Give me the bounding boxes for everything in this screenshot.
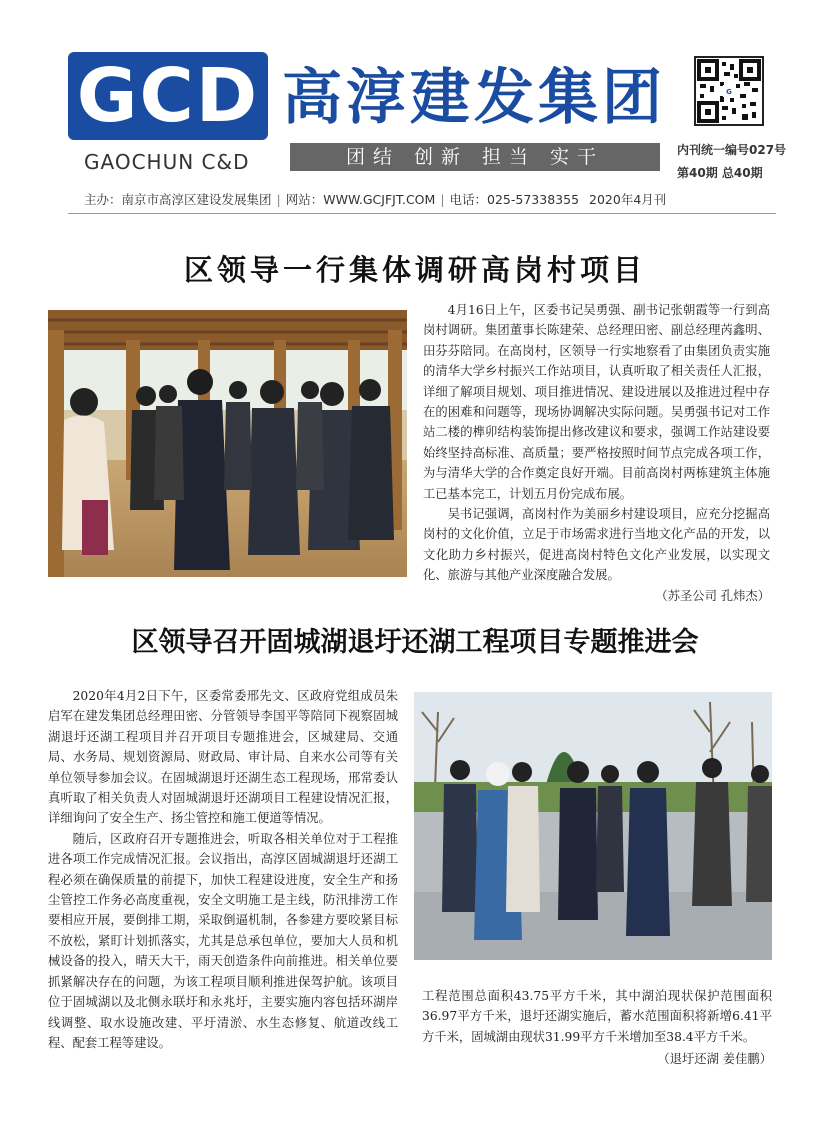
article1-paragraph: 4月16日上午，区委书记吴勇强、副书记张朝霞等一行到高岗村调研。集团董事长陈建荣、总经理田密、副总经理芮鑫明、田芬芬陪同。在高岗村，区领导一行实地察看了由集团负责实施的清华大学乡村振兴工作站项目，认真听取了相关责任人汇报，详细了解项目规划、项目推进情况、建设进展以及推进过程中存在的困难和问题等，现场协调解决实际问题。吴勇强书记对工作站二楼的榫卯结构装饰提出修改建议和要求，强调工作站建设要始终坚持高标准、高质量；要严格按照时间节点完成各项工作，为与清华大学的合作奠定良好开端。目前高岗村两栋建筑主体施工已基本完工，计划五月份完成布展。 [423, 303, 770, 501]
article1-body [423, 300, 770, 606]
website[interactable]: 网站：WWW.GCJFJT.COM [285, 192, 436, 207]
article2-paragraph: 随后，区政府召开专题推进会，听取各相关单位对于工程推进各项工作完成情况汇报。会议指出，高淳区固城湖退圩还湖工程必须在确保质量的前提下，加快工程建设进度，安全生产和扬尘管控工作务必高度重视，安全文明施工是主线，防汛排涝工作要相应开展，要倒排工期，采取倒逼机制，各参建方要咬紧目标不放松，紧盯计划抓落实，尤其是总承包单位，要加大人员和机械设备的投入，晴天大干，雨天创造条件向前推进。相关单位要抓紧解决存在的问题，为该工程项目顺利推进保驾护航。该项目位于固城湖以及北侧永联圩和永兆圩，主要实施内容包括环湖岸线调整、取水设施改建、平圩清淤、水生态修复、航道改线工程、配套工程等建设。 [48, 831, 398, 1050]
article1-credit: （苏圣公司 孔炜杰） [655, 588, 770, 603]
article2-title: 区领导召开固城湖退圩还湖工程项目专题推进会 [131, 627, 699, 658]
sponsor-line: 主办：南京市高淳区建设发展集团 | 网站：WWW.GCJFJT.COM | 电话：025-57338355 2020年4月刊 [84, 192, 667, 207]
svg-text:G: G [726, 88, 732, 96]
issue-date: 2020年4月刊 [589, 192, 667, 207]
article1-paragraph: 吴书记强调，高岗村作为美丽乡村建设项目，应充分挖掘高岗村的文化价值，立足于市场需求进行当地文化产品的开发，以文化助力乡村振兴，促进高岗村特色文化产业发展，以实现文化、旅游与其他产业深度融合发展。 [423, 507, 770, 583]
qr-code-icon [694, 56, 764, 126]
article2-photo [414, 692, 772, 960]
article2-credit: （退圩还湖 姜佳鹏） [657, 1052, 772, 1067]
article2-paragraph: 2020年4月2日下午，区委常委邢先文、区政府党组成员朱启军在建发集团总经理田密、分管领导李国平等陪同下视察固城湖退圩还湖工程项目并召开项目专题推进会，区城建局、交通局、水务局、规划资源局、财政局、审计局、自来水公司等有关单位领导参加会议。在固城湖退圩还湖生态工程现场，邢常委认真听取了相关负责人对固城湖退圩还湖项目工程建设情况汇报，详细询问了安全生产、扬尘管控和施工便道等情况。 [48, 689, 398, 826]
logo-subtitle: GAOCHUN C&D [84, 150, 250, 174]
brand-name: 高淳建发集团 [282, 63, 666, 133]
issue-code: 内刊统一编号027号 [677, 143, 787, 157]
phone: 电话：025-57338355 [449, 192, 580, 207]
masthead-divider [68, 213, 776, 214]
slogan-bar: 团结 创新 担当 实干 [290, 143, 660, 171]
article2-body-left [48, 686, 398, 1053]
article1-title: 区领导一行集体调研高岗村项目 [183, 253, 646, 287]
article1-photo [48, 310, 407, 577]
article2-body-right [422, 986, 772, 1070]
article2-paragraph: 工程范围总面积43.75平方千米，其中湖泊现状保护范围面积36.97平方千米，退圩还湖实施后，蓄水范围面积将新增6.41平方千米，固城湖由现状31.99平方千米增加至38.4平方千米。 [422, 989, 772, 1044]
sponsor: 主办：南京市高淳区建设发展集团 [84, 192, 272, 207]
issue-number: 第40期 总40期 [677, 166, 763, 180]
gcd-logo: GCD [68, 52, 268, 140]
